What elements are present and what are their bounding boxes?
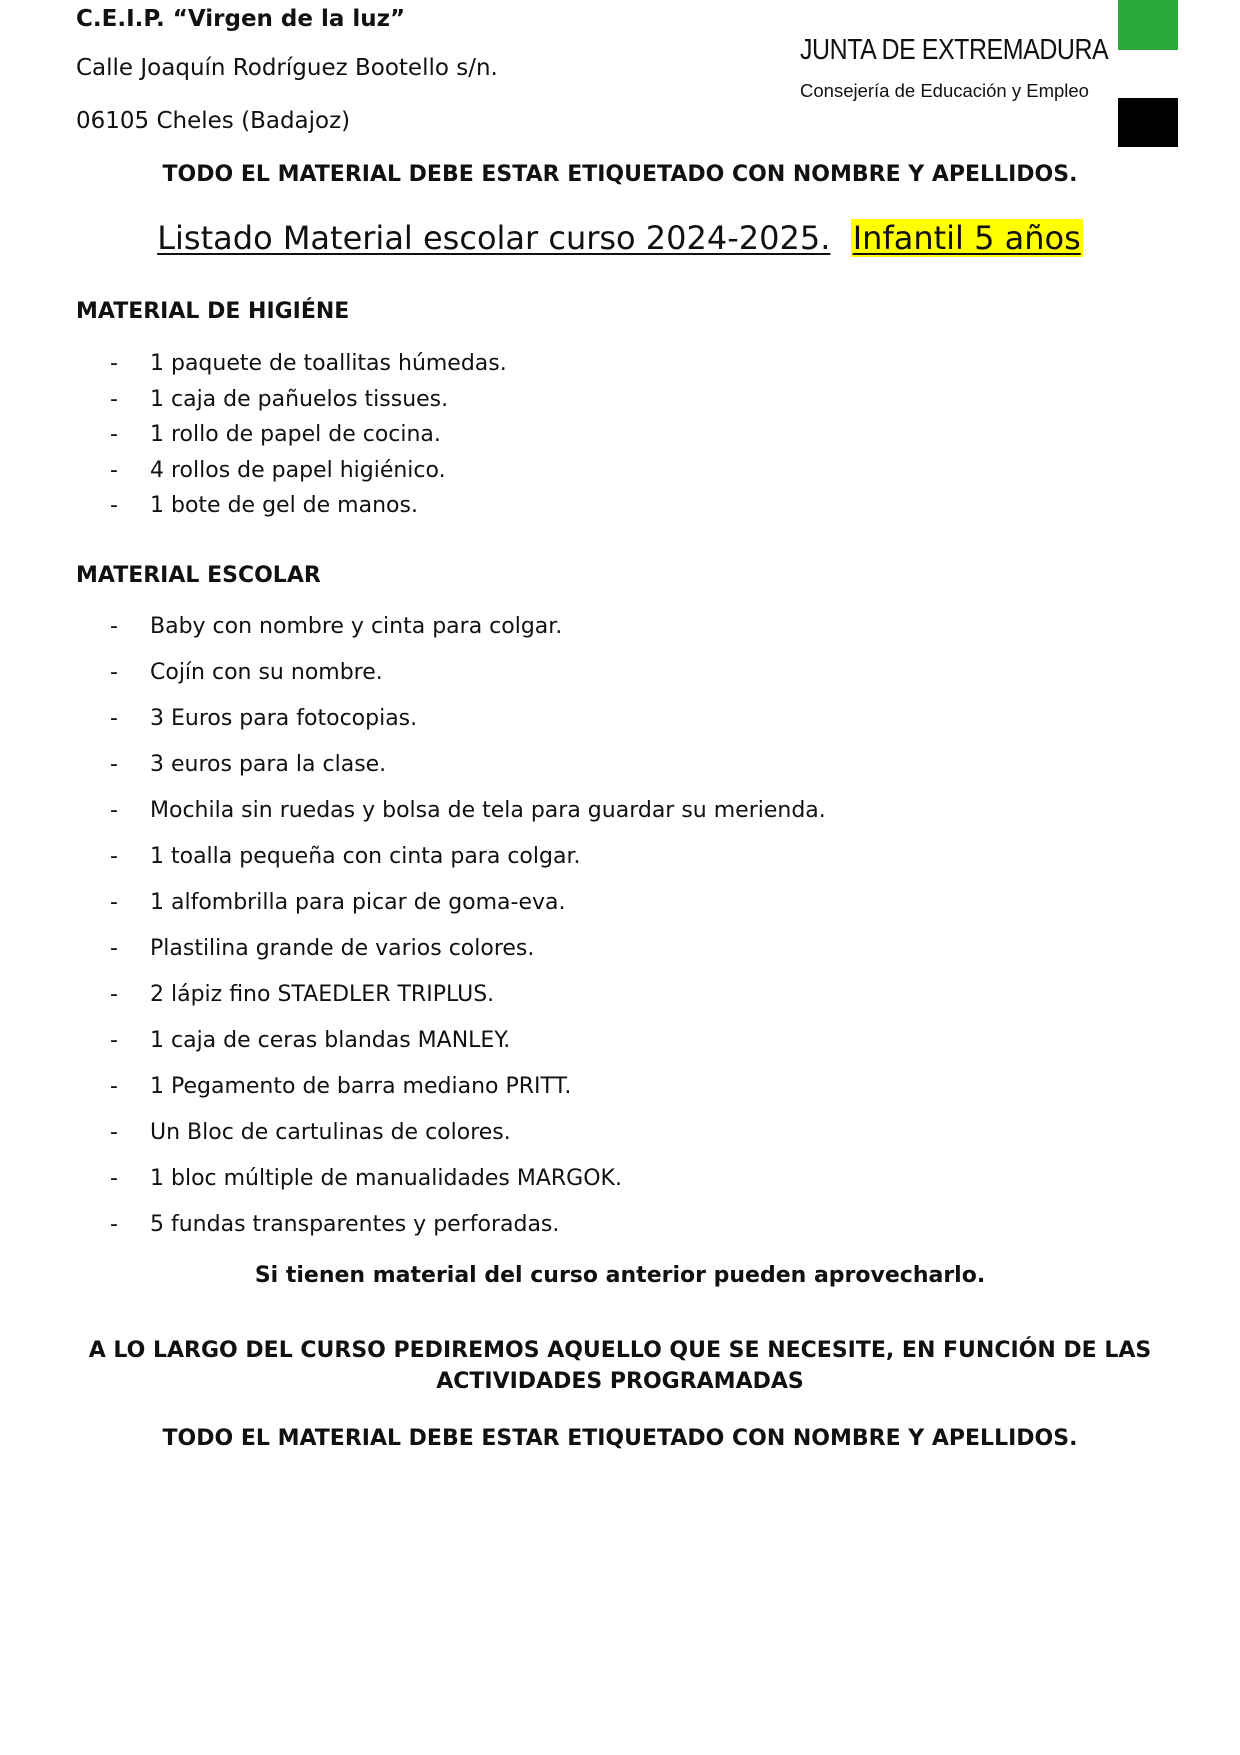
school-name: C.E.I.P. “Virgen de la luz” — [76, 6, 406, 32]
bullet-dash: - — [110, 493, 118, 518]
title-main: Listado Material escolar curso 2024-2025. — [157, 219, 831, 257]
bullet-dash: - — [110, 1166, 118, 1191]
list-item-text: 2 lápiz fino STAEDLER TRIPLUS. — [150, 982, 495, 1007]
list-item — [110, 1072, 826, 1118]
list-item-text: 1 toalla pequeña con cinta para colgar. — [150, 844, 581, 869]
list-item-text: Cojín con su nombre. — [150, 660, 383, 685]
list-item — [110, 796, 826, 842]
list-item — [110, 1210, 826, 1256]
bullet-dash: - — [110, 798, 118, 823]
along-note-line1: A LO LARGO DEL CURSO PEDIREMOS AQUELLO QUE SE NECESITE, EN FUNCIÓN DE LAS — [88, 1338, 1152, 1363]
hygiene-list — [110, 349, 507, 527]
bullet-dash: - — [110, 1212, 118, 1237]
list-item-text: Plastilina grande de varios colores. — [150, 936, 535, 961]
bullet-dash: - — [110, 457, 118, 483]
list-item-text: Mochila sin ruedas y bolsa de tela para guardar su merienda. — [150, 798, 826, 823]
list-item-text: Un Bloc de cartulinas de colores. — [150, 1120, 511, 1145]
logo-organization: JUNTA DE EXTREMADURA — [800, 34, 1109, 66]
list-item — [110, 704, 826, 750]
list-item-text: 1 Pegamento de barra mediano PRITT. — [150, 1074, 572, 1099]
list-item-text: Baby con nombre y cinta para colgar. — [150, 614, 563, 639]
list-item — [110, 385, 507, 421]
list-item — [110, 1164, 826, 1210]
list-item — [110, 888, 826, 934]
list-item-text: 3 Euros para fotocopias. — [150, 706, 418, 731]
school-postal-city: 06105 Cheles (Badajoz) — [76, 108, 351, 134]
logo-department: Consejería de Educación y Empleo — [800, 80, 1089, 101]
school-material-list — [110, 612, 826, 1256]
list-item-text: 3 euros para la clase. — [150, 752, 387, 777]
reuse-note: Si tienen material del curso anterior pueden aprovecharlo. — [254, 1263, 986, 1288]
bullet-dash: - — [110, 660, 118, 685]
bullet-dash: - — [110, 422, 118, 447]
school-address: Calle Joaquín Rodríguez Bootello s/n. — [76, 55, 498, 81]
page-title — [0, 218, 1240, 258]
bullet-dash: - — [110, 386, 118, 412]
along-note-line2: ACTIVIDADES PROGRAMADAS — [436, 1369, 804, 1394]
bullet-dash: - — [110, 1120, 118, 1145]
list-item-text: 1 bloc múltiple de manualidades MARGOK. — [150, 1166, 622, 1191]
list-item-text: 4 rollos de papel higiénico. — [150, 457, 446, 483]
list-item-text: 1 rollo de papel de cocina. — [150, 422, 441, 447]
bullet-dash: - — [110, 890, 118, 915]
bullet-dash: - — [110, 752, 118, 777]
list-item-text: 1 bote de gel de manos. — [150, 493, 418, 518]
list-item — [110, 612, 826, 658]
list-item — [110, 1118, 826, 1164]
list-item — [110, 1026, 826, 1072]
list-item-text: 5 fundas transparentes y perforadas. — [150, 1212, 560, 1237]
bullet-dash: - — [110, 982, 118, 1007]
list-item — [110, 420, 507, 456]
label-notice-bottom: TODO EL MATERIAL DEBE ESTAR ETIQUETADO CON NOMBRE Y APELLIDOS. — [162, 1426, 1078, 1451]
bullet-dash: - — [110, 844, 118, 869]
bullet-dash: - — [110, 1074, 118, 1099]
school-material-heading: MATERIAL ESCOLAR — [76, 563, 321, 588]
list-item-text: 1 alfombrilla para picar de goma-eva. — [150, 890, 566, 915]
bullet-dash: - — [110, 351, 118, 376]
flag-black-block — [1118, 98, 1178, 147]
flag-green-block — [1118, 0, 1178, 50]
bullet-dash: - — [110, 936, 118, 961]
bullet-dash: - — [110, 614, 118, 639]
list-item — [110, 658, 826, 704]
title-highlight: Infantil 5 años — [852, 219, 1081, 257]
hygiene-heading: MATERIAL DE HIGIÉNE — [76, 299, 350, 324]
list-item — [110, 456, 507, 492]
bullet-dash: - — [110, 1028, 118, 1053]
list-item — [110, 842, 826, 888]
label-notice-top: TODO EL MATERIAL DEBE ESTAR ETIQUETADO CON NOMBRE Y APELLIDOS. — [162, 162, 1078, 187]
list-item — [110, 349, 507, 385]
along-course-note — [0, 1335, 1240, 1397]
bullet-dash: - — [110, 706, 118, 731]
list-item — [110, 980, 826, 1026]
list-item-text: 1 caja de pañuelos tissues. — [150, 386, 449, 412]
list-item — [110, 750, 826, 796]
list-item-text: 1 caja de ceras blandas MANLEY. — [150, 1028, 511, 1053]
list-item — [110, 491, 507, 527]
list-item — [110, 934, 826, 980]
list-item-text: 1 paquete de toallitas húmedas. — [150, 351, 507, 376]
